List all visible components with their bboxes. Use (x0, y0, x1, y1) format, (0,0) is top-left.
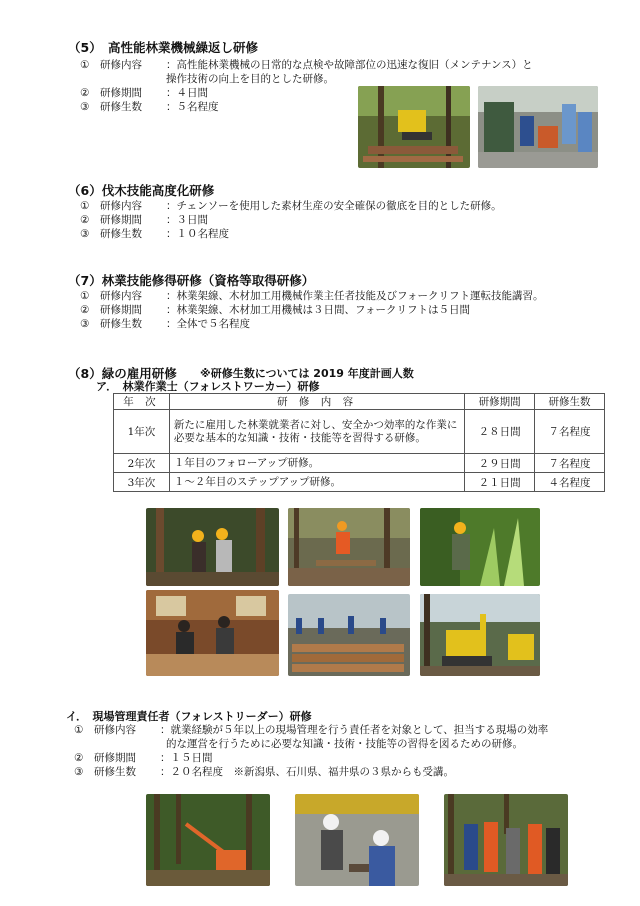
table-cell-year: 3年次 (114, 473, 170, 492)
table-row (114, 473, 605, 492)
section-5-heading: （5） 高性能林業機械繰返し研修 (68, 40, 258, 55)
table-header: 年 次 (114, 394, 170, 410)
photo-brush-cutter (420, 508, 540, 586)
list-item: ① 研修内容 ：チェンソーを使用した素材生産の安全確保の徹底を目的とした研修。 (80, 200, 502, 212)
table-cell-content: １年目のフォローアップ研修。 (169, 454, 464, 473)
section-6-heading: （6）伐木技能高度化研修 (68, 183, 215, 198)
table-cell-content: １～２年目のステップアップ研修。 (169, 473, 464, 492)
table-cell-year: 2年次 (114, 454, 170, 473)
photo-forestry-machine (358, 86, 470, 168)
photo-excavator (420, 594, 540, 676)
table-cell-year: 1年次 (114, 410, 170, 454)
subsection-a-heading: ア． 林業作業士（フォレストワーカー）研修 (96, 380, 320, 393)
table-header: 研修期間 (465, 394, 535, 410)
list-item: ① 研修内容 ：就業経験が５年以上の現場管理を行う責任者を対象として、担当する現場の効率 (74, 724, 549, 736)
section-7-heading: （7）林業技能修得研修（資格等取得研修） (68, 273, 315, 288)
photo-worker-training (146, 508, 279, 586)
table-row (114, 454, 605, 473)
list-item: ② 研修期間 ：３日間 (80, 214, 208, 226)
list-item: ③ 研修生数 ：全体で５名程度 (80, 318, 250, 330)
list-item-continuation: 操作技術の向上を目的とした研修。 (166, 73, 334, 85)
table-cell-period: ２９日間 (465, 454, 535, 473)
photo-field-inspection (295, 794, 419, 886)
table-header-row (114, 394, 605, 410)
list-item: ① 研修内容 ：林業架線、木材加工用機械作業主任者技能及びフォークリフト運転技能講習。 (80, 290, 544, 302)
list-item: ① 研修内容 ：高性能林業機械の日常的な点検や故障部位の迅速な復旧（メンテナンス）と (80, 59, 533, 71)
list-item: ③ 研修生数 ：５名程度 (80, 101, 219, 113)
training-table (113, 393, 605, 492)
table-cell-period: ２８日間 (465, 410, 535, 454)
section-7-list (80, 289, 620, 331)
photo-maintenance-training (478, 86, 598, 168)
photo-group-meeting (444, 794, 568, 886)
subsection-i-list (74, 723, 624, 779)
table-cell-period: ２１日間 (465, 473, 535, 492)
section-8-note: ※研修生数については 2019 年度計画人数 (200, 367, 414, 380)
table-row (114, 410, 605, 454)
list-item-continuation: 的な運営を行うために必要な知識・技術・技能等の習得を図るための研修。 (166, 738, 523, 750)
photo-forest-excavator (146, 794, 270, 886)
table-cell-count: ７名程度 (535, 410, 605, 454)
photo-log-yard (288, 594, 410, 676)
table-cell-count: ４名程度 (535, 473, 605, 492)
table-cell-content: 新たに雇用した林業就業者に対し、安全かつ効率的な作業に必要な基本的な知識・技術・技能等を習得する研修。 (169, 410, 464, 454)
list-item: ② 研修期間 ：１５日間 (74, 752, 213, 764)
section-8-heading: （8）緑の雇用研修 (68, 366, 177, 381)
subsection-i-heading: イ． 現場管理責任者（フォレストリーダー）研修 (66, 710, 312, 723)
table-header: 研修生数 (535, 394, 605, 410)
list-item: ③ 研修生数 ：１０名程度 (80, 228, 229, 240)
photo-indoor-workshop (146, 590, 279, 676)
table-cell-count: ７名程度 (535, 454, 605, 473)
list-item: ② 研修期間 ：４日間 (80, 87, 208, 99)
list-item: ② 研修期間 ：林業架線、木材加工用機械は３日間、フォークリフトは５日間 (80, 304, 470, 316)
section-6-list (80, 199, 600, 241)
photo-chainsaw-cutting (288, 508, 410, 586)
list-item: ③ 研修生数 ：２０名程度 ※新潟県、石川県、福井県の３県からも受講。 (74, 766, 454, 778)
table-header: 研 修 内 容 (169, 394, 464, 410)
